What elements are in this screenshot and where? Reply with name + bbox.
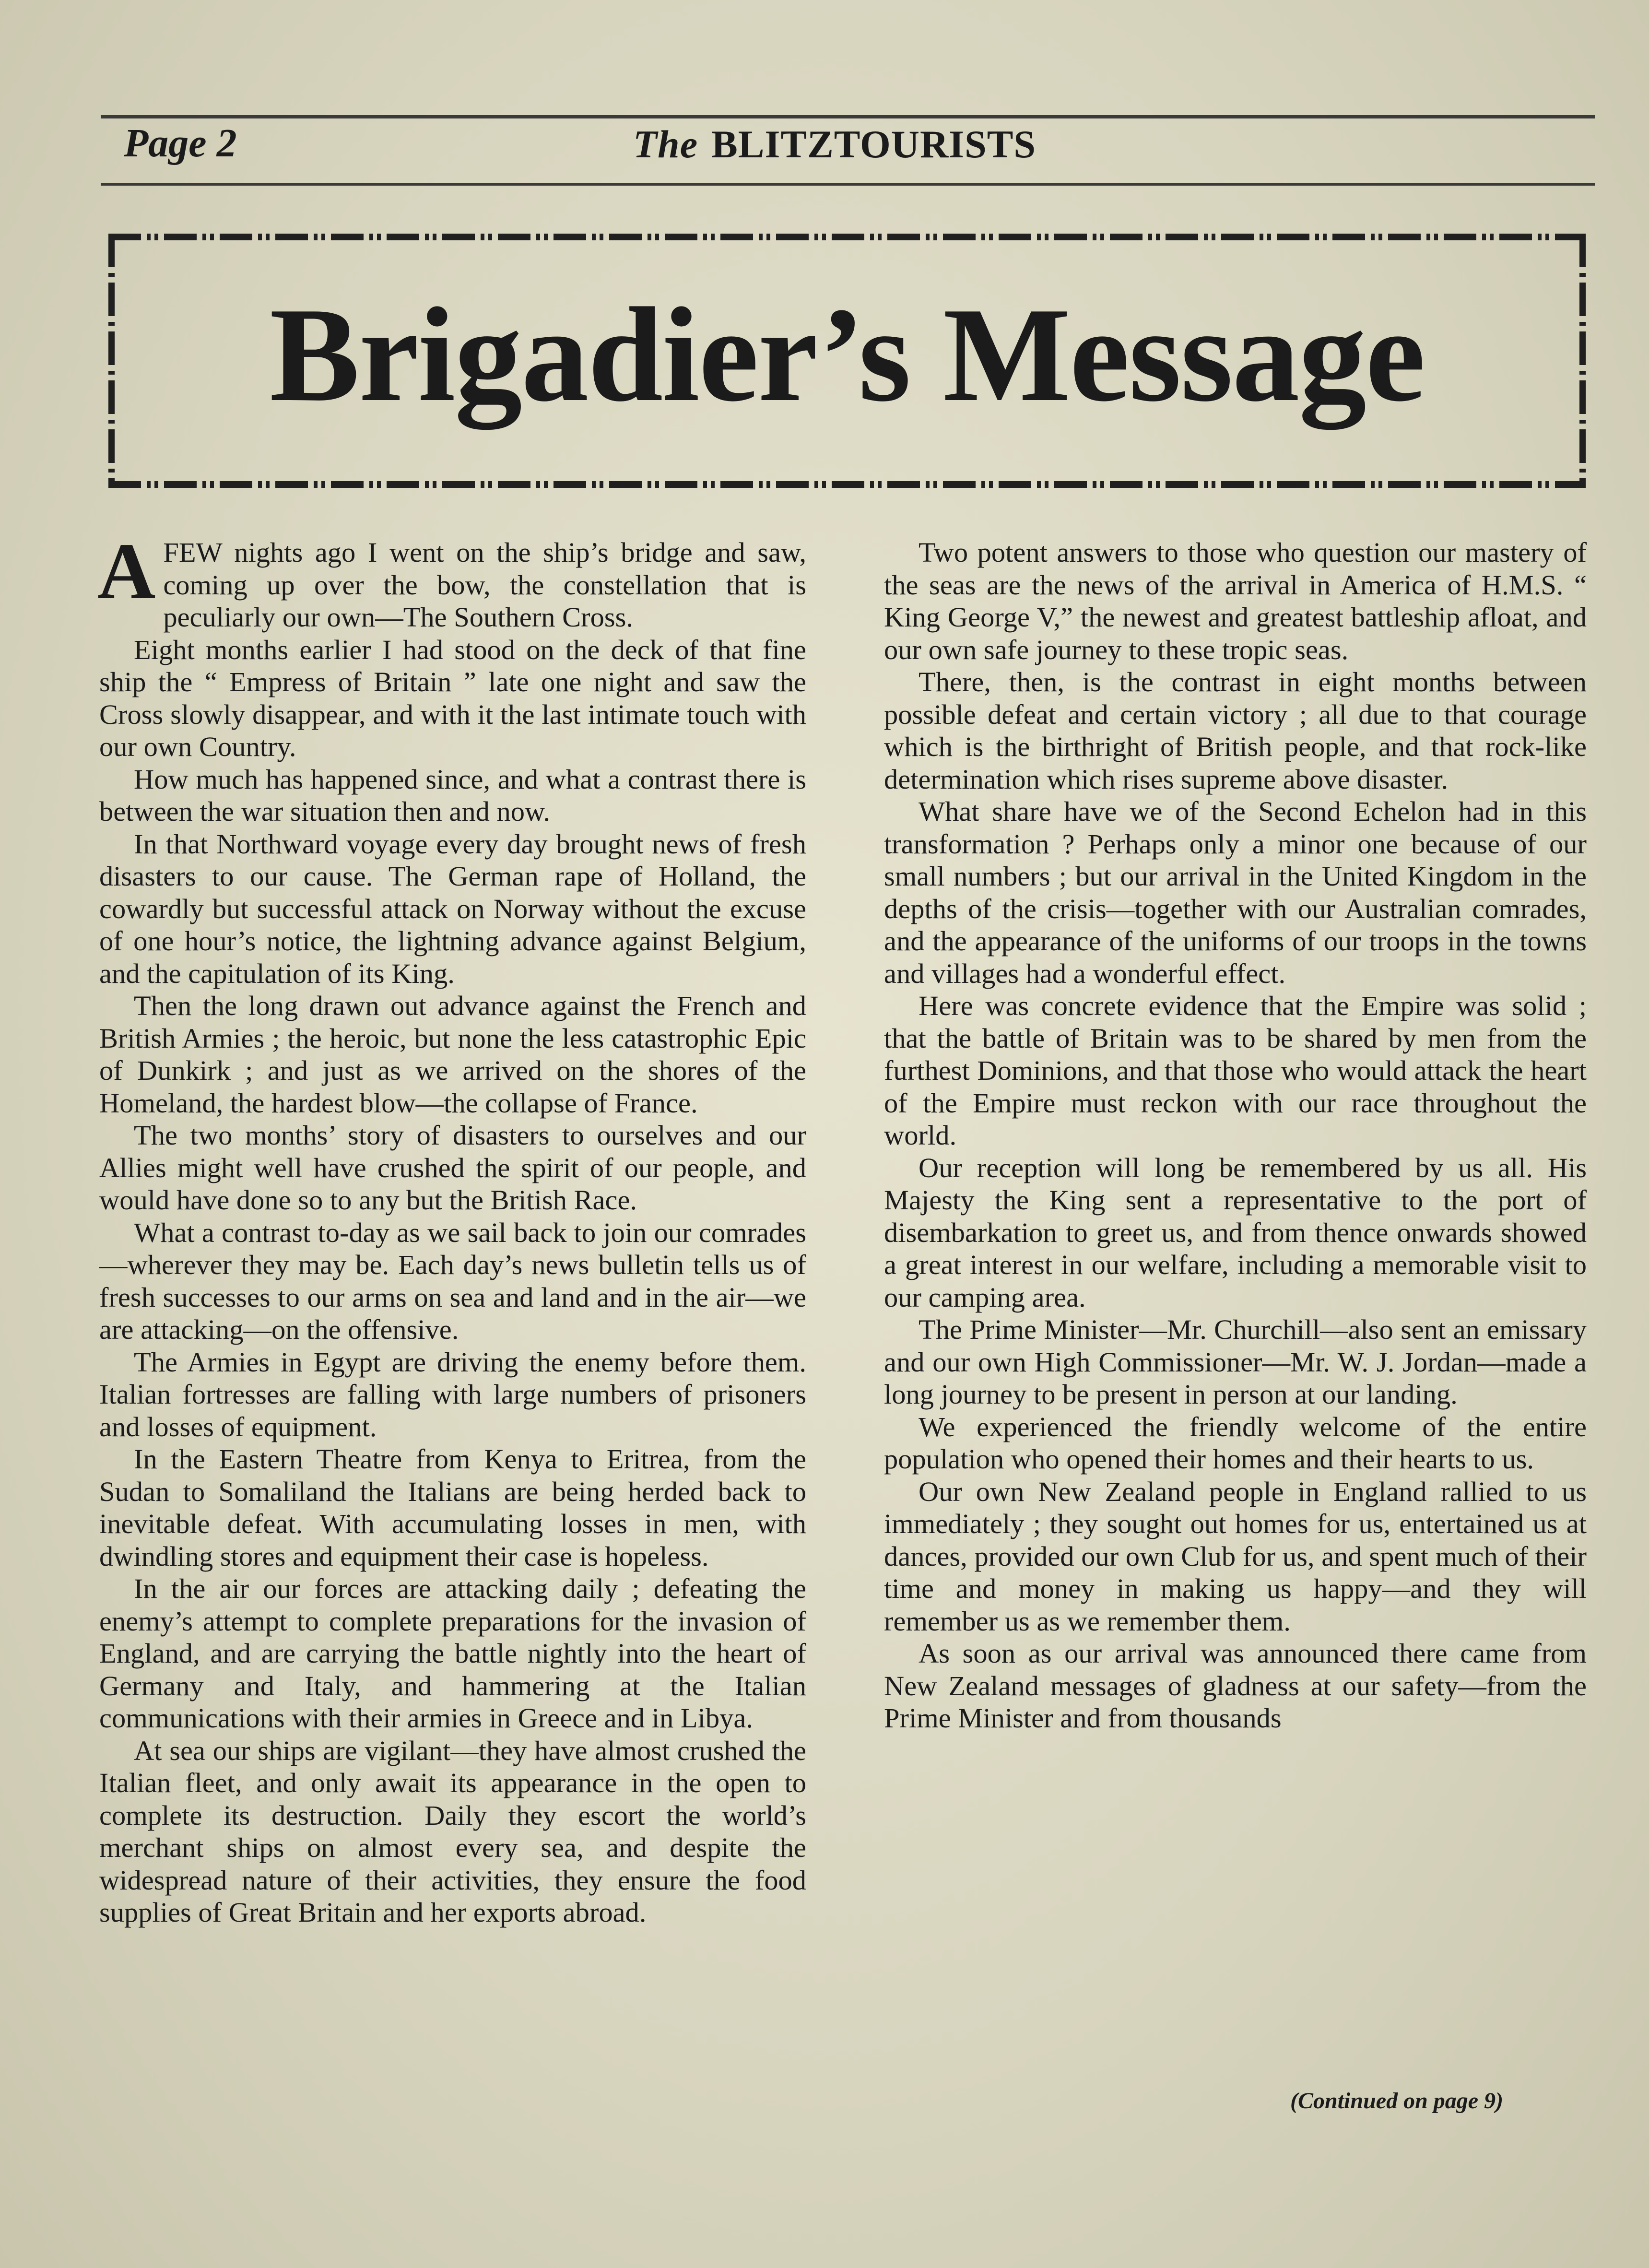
page-number: Page 2 xyxy=(124,121,237,165)
paragraph-13: There, then, is the contrast in eight months between possible defeat and certain victory ; all due to that courage which is the birthright of British people, and that rock-like determination which rises supreme above disaster. xyxy=(884,666,1587,795)
paragraph-7: What a contrast to-day as we sail back to join our comrades—wherever they may be. Each day’s news bulletin tells us of fresh successes to our arms on sea and land and in the air—we are attacking—on the offensive. xyxy=(99,1217,806,1345)
paragraph-11: At sea our ships are vigilant—they have almost crushed the Italian fleet, and only await its appearance in the open to complete its destruction. Daily they escort the world’s merchant ships on almost every sea, and despite the widespread nature of their activities, they ensure the food supplies of Great Britain and her exports abroad. xyxy=(99,1735,806,1928)
article-column-right xyxy=(884,536,1587,1735)
paragraph-5: Then the long drawn out advance against the French and British Armies ; the heroic, but none the less catastrophic Epic of Dunkirk ; and just as we arrived on the shores of the Homeland, the hardest blow—the collapse of France. xyxy=(99,990,806,1119)
paragraph-12: Two potent answers to those who question our mastery of the seas are the news of the arrival in America of H.M.S. “ King George V,” the newest and greatest battleship afloat, and our own safe journey to these tropic seas. xyxy=(884,537,1587,665)
paragraph-6: The two months’ story of disasters to ourselves and our Allies might well have crushed the spirit of our people, and would have done so to any but the British Race. xyxy=(99,1120,806,1216)
paragraph-20: As soon as our arrival was announced there came from New Zealand messages of gladness at our safety—from the Prime Minister and from thousands xyxy=(884,1638,1587,1734)
continued-note: (Continued on page 9) xyxy=(1290,2088,1504,2114)
paragraph-17: The Prime Minister—Mr. Churchill—also sent an emissary and our own High Commissioner—Mr. W. J. Jordan—made a long journey to be present in person at our landing. xyxy=(884,1314,1587,1410)
headline: Brigadier’s Message xyxy=(270,280,1425,429)
ornamental-border-top xyxy=(108,234,1586,240)
drop-cap: A xyxy=(97,527,156,616)
paragraph-9: In the Eastern Theatre from Kenya to Eritrea, from the Sudan to Somaliland the Italians are being herded back to inevitable defeat. With accumulating losses in men, with dwindling stores and equipment their case is hopeless. xyxy=(99,1443,806,1572)
masthead-the: The xyxy=(633,122,698,166)
ornamental-border-bottom xyxy=(108,481,1586,488)
paragraph-18: We experienced the friendly welcome of the entire population who opened their homes and their hearts to us. xyxy=(884,1411,1587,1475)
header-rule-bottom xyxy=(101,183,1595,186)
article-column-left xyxy=(97,527,806,1929)
masthead xyxy=(633,122,1036,167)
paragraph-3: How much has happened since, and what a contrast there is between the war situation then and now. xyxy=(99,763,806,827)
paragraph-14: What share have we of the Second Echelon had in this transformation ? Perhaps only a minor one because of our small numbers ; but our arrival in the United Kingdom in the depths of the crisis—together with our Australian comrades, and the appearance of the uniforms of our troops in the towns and villages had a wonderful effect. xyxy=(884,796,1587,989)
headline-box xyxy=(108,234,1586,488)
paragraph-16: Our reception will long be remembered by us all. His Majesty the King sent a representative to the port of disembarkation to greet us, and from thence onwards showed a great interest in our welfare, including a memorable visit to our camping area. xyxy=(884,1152,1587,1313)
paragraph-2: Eight months earlier I had stood on the deck of that fine ship the “ Empress of Britain ” late one night and saw the Cross slowly disappear, and with it the last intimate touch with our own Country. xyxy=(99,634,806,762)
paragraph-1: AFEW nights ago I went on the ship’s bridge and saw, coming up over the bow, the constellation that is peculiarly our own—The Southern Cross. xyxy=(97,527,806,633)
paragraph-4: In that Northward voyage every day brought news of fresh disasters to our cause. The German rape of Holland, the cowardly but successful attack on Norway without the excuse of one hour’s notice, the lightning advance against Belgium, and the capitulation of its King. xyxy=(99,828,806,989)
paragraph-10: In the air our forces are attacking daily ; defeating the enemy’s attempt to complete preparations for the invasion of England, and are carrying the battle nightly into the heart of Germany and Italy, and hammering at the Italian communications with their armies in Greece and in Libya. xyxy=(99,1573,806,1734)
masthead-title: BLITZTOURISTS xyxy=(711,122,1037,166)
header-rule-top xyxy=(101,115,1595,118)
paragraph-8: The Armies in Egypt are driving the enemy before them. Italian fortresses are falling with large numbers of prisoners and losses of equipment. xyxy=(99,1346,806,1442)
paragraph-15: Here was concrete evidence that the Empire was solid ; that the battle of Britain was to be shared by men from the furthest Dominions, and that those who would attack the heart of the Empire must reckon with our race throughout the world. xyxy=(884,990,1587,1151)
paragraph-19: Our own New Zealand people in England rallied to us immediately ; they sought out homes for us, entertained us at dances, provided our own Club for us, and spent much of their time and money in making us happy—and they will remember us as we remember them. xyxy=(884,1476,1587,1637)
